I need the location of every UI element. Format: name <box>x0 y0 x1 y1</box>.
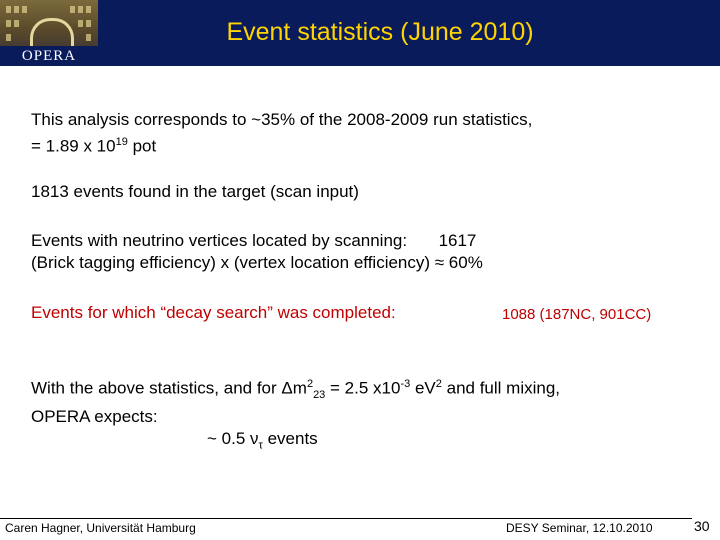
pot-exponent: 19 <box>115 136 128 148</box>
tau-subscript: τ <box>258 439 263 452</box>
analysis-line-1: This analysis corresponds to ~35% of the 2008-2009 run statistics, <box>31 110 533 129</box>
decay-search-label: Events for which “decay search” was completed: <box>31 303 396 322</box>
footer-author: Caren Hagner, Universität Hamburg <box>5 521 196 535</box>
decay-search-value: 1088 (187NC, 901CC) <box>502 306 652 323</box>
paragraph-analysis <box>31 109 532 158</box>
expected-events: ~ 0.5 ν <box>207 429 259 449</box>
logo-text: OPERA <box>21 48 77 64</box>
located-label: Events with neutrino vertices located by scanning: <box>31 231 408 250</box>
delta-symbol: Δ <box>281 378 293 398</box>
mass-value-exponent: -3 <box>400 378 411 390</box>
pot-unit: pot <box>127 136 157 156</box>
footer-event: DESY Seminar, 12.10.2010 <box>506 521 653 535</box>
footer-divider <box>0 518 692 519</box>
mass-subscript: 23 <box>313 389 326 402</box>
located-value: 1617 <box>438 231 477 250</box>
opera-expects: OPERA expects: <box>31 407 158 427</box>
mass-value: = 2.5 x10 <box>325 378 401 398</box>
mixing-text: and full mixing, <box>441 378 561 398</box>
pot-value: = 1.89 x 10 <box>31 136 116 156</box>
ev-exponent: 2 <box>435 378 442 390</box>
mass-exponent: 2 <box>306 378 314 390</box>
mass-symbol: m <box>292 378 307 398</box>
opera-logo <box>0 0 98 66</box>
events-word: events <box>262 429 318 449</box>
paragraph-located-events <box>31 230 483 274</box>
efficiency-line: (Brick tagging efficiency) x (vertex location efficiency) ≈ 60% <box>31 253 483 272</box>
slide-header <box>0 0 720 66</box>
page-number: 30 <box>694 518 710 534</box>
expectation-intro: With the above statistics, and for <box>31 378 282 398</box>
paragraph-events-found: 1813 events found in the target (scan input) <box>31 182 359 201</box>
ev-unit: eV <box>410 378 436 398</box>
paragraph-expectation <box>31 373 560 456</box>
slide-title: Event statistics (June 2010) <box>226 18 534 46</box>
paragraph-decay-search <box>31 302 396 324</box>
